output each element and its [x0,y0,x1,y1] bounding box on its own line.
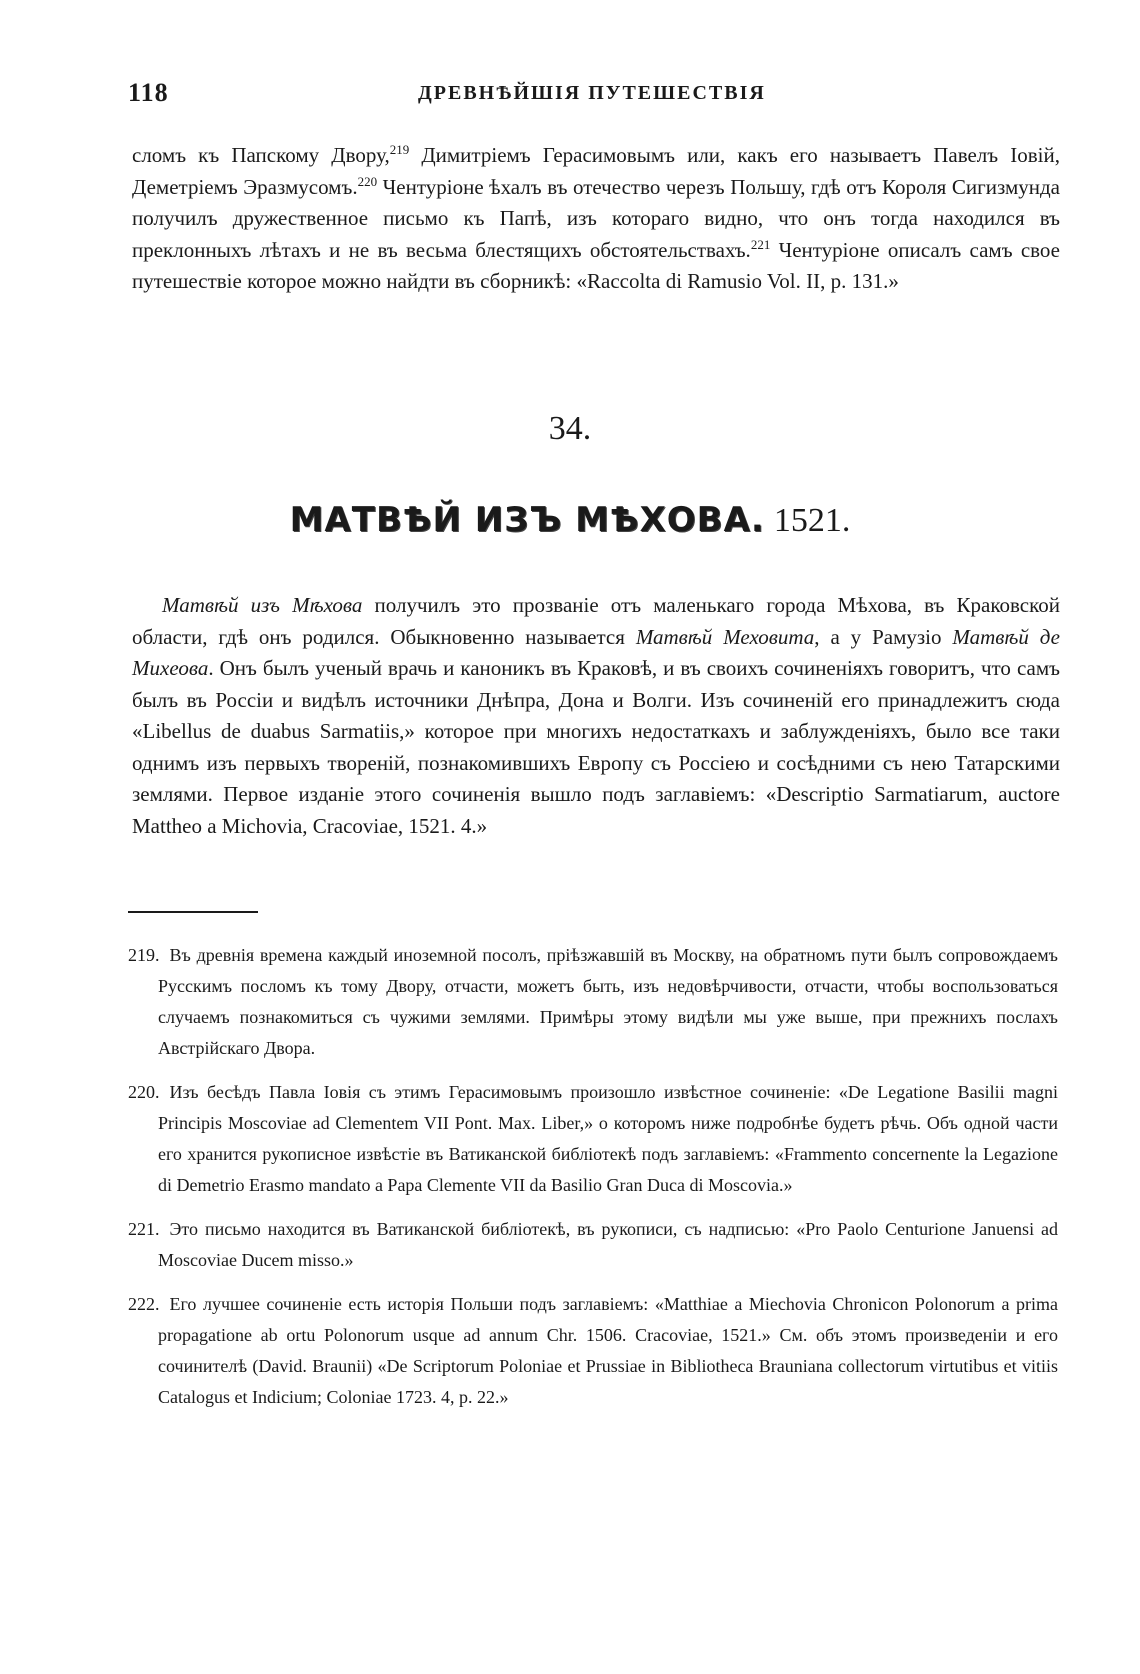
continued-text-2: Димитріемъ Герасимовымъ или, какъ его называетъ Павелъ Іовій, Деметріемъ Эразмусомъ. [132,143,1060,199]
footnote-text: Это письмо находится въ Ватиканской библіотекѣ, въ рукописи, съ надписью: «Pro Paolo Centurione Januensi ad Moscoviae Ducem misso.» [158,1219,1058,1270]
section-title-year: 1521. [773,502,851,539]
footnote-number: 222. [128,1294,160,1314]
footnote-222 [128,1289,1058,1413]
intro-italic-3: Матвѣй де Михеова [132,624,1060,680]
intro-text-1: получилъ это прозваніе отъ маленькаго города Мѣхова, въ Краковской области, гдѣ онъ родился. Обыкновенно называется [132,593,1060,649]
footnote-text: Его лучшее сочиненіе есть исторія Польши подъ заглавіемъ: «Matthiae a Miechovia Chronicon Polonorum a prima propagatione ab ortu Polonorum usque ad annum Chr. 1506. Cracoviae, 1521.» См. объ этомъ произведеніи и его сочинителѣ (David. Braunii) «De Scriptorum Poloniae et Prussiae in Bibliotheca Brauniana collectorum virtutibus et vitiis Catalogus et Indicium; Coloniae 1723. 4, p. 22.» [158,1294,1058,1407]
footnote-ref-221: 221 [750,236,771,252]
footnote-text: Въ древнія времена каждый иноземной посолъ, пріѣзжавшій въ Москву, на обратномъ пути былъ сопровождаемъ Русскимъ посломъ къ тому Двору, отчасти, можетъ быть, изъ недовѣрчивости, отчасти, чтобы воспользоваться случаемъ познакомиться съ чужими землями. Примѣры этому видѣли мы уже выше, при прежнихъ послахъ Австрійскаго Двора. [158,945,1058,1058]
footnote-220 [128,1077,1058,1201]
footnote-divider [128,911,258,913]
intro-italic-1: Матвѣй изъ Мѣхова [162,593,363,617]
page-header [128,78,1058,118]
section-number: 34. [548,410,592,447]
intro-paragraph [132,590,1060,842]
footnote-number: 219. [128,945,160,965]
footnote-ref-220: 220 [357,173,378,189]
footnote-ref-219: 219 [389,142,410,157]
footnotes [128,940,1058,1426]
footnote-221 [128,1214,1058,1276]
footnote-number: 220. [128,1082,160,1102]
running-title: ДРЕВНѢЙШІЯ ПУТЕШЕСТВІЯ [418,82,766,104]
continued-text-3: Чентуріоне ѣхалъ въ отечество черезъ Польшу, гдѣ отъ Короля Сигизмунда получилъ дружественное письмо къ Папѣ, изъ котораго видно, что онъ тогда находился въ преклонныхъ лѣтахъ и не въ весьма блестящихъ обстоятельствахъ. [132,174,1060,262]
continued-paragraph [132,140,1060,298]
page-number: 118 [128,78,169,107]
footnote-text: Изъ бесѣдъ Павла Іовія съ этимъ Герасимовымъ произошло извѣстное сочиненіе: «De Legatione Basilii magni Principis Moscoviae ad Clementem VII Pont. Max. Liber,» о которомъ ниже подробнѣе будетъ рѣчь. Объ одной части его хранится рукописное извѣстіе въ Ватиканской библіотекѣ подъ заглавіемъ: «Frammento concernente la Legazione di Demetrio Erasmo mandato a Papa Clemente VII da Basilio Gran Duca di Moscovia.» [158,1082,1058,1195]
intro-text-2: , а у Рамузіо [814,624,953,649]
intro-text-3: . Онъ былъ ученый врачь и каноникъ въ Краковѣ, и въ своихъ сочиненіяхъ говоритъ, что самъ былъ въ Россіи и видѣлъ источники Днѣпра, Дона и Волги. Изъ сочиненій его принадлежитъ сюда «Libellus de duabus Sarmatiis,» которое при многихъ недостаткахъ и заблужденіяхъ, было все таки однимъ изъ первыхъ твореній, познакомившихъ Европу съ Россіею и сосѣдними съ нею Татарскими землями. Первое изданіе этого сочиненія вышло подъ заглавіемъ: «Descriptio Sarmatiarum, auctore Mattheo a Michovia, Cracoviae, 1521. 4.» [132,656,1060,838]
continued-text-4: Чентуріоне описалъ самъ свое путешествіе которое можно найдти въ сборникѣ: «Raccolta di Ramusio Vol. II, p. 131.» [132,237,1060,293]
section-title-name: МАТВѢЙ ИЗЪ МѢХОВА. [289,500,765,540]
section-title [0,498,1140,540]
continued-text-1: сломъ къ Папскому Двору, [132,143,390,167]
intro-italic-2: Матвѣй Меховита [635,624,815,649]
footnote-number: 221. [128,1219,160,1239]
footnote-219 [128,940,1058,1064]
